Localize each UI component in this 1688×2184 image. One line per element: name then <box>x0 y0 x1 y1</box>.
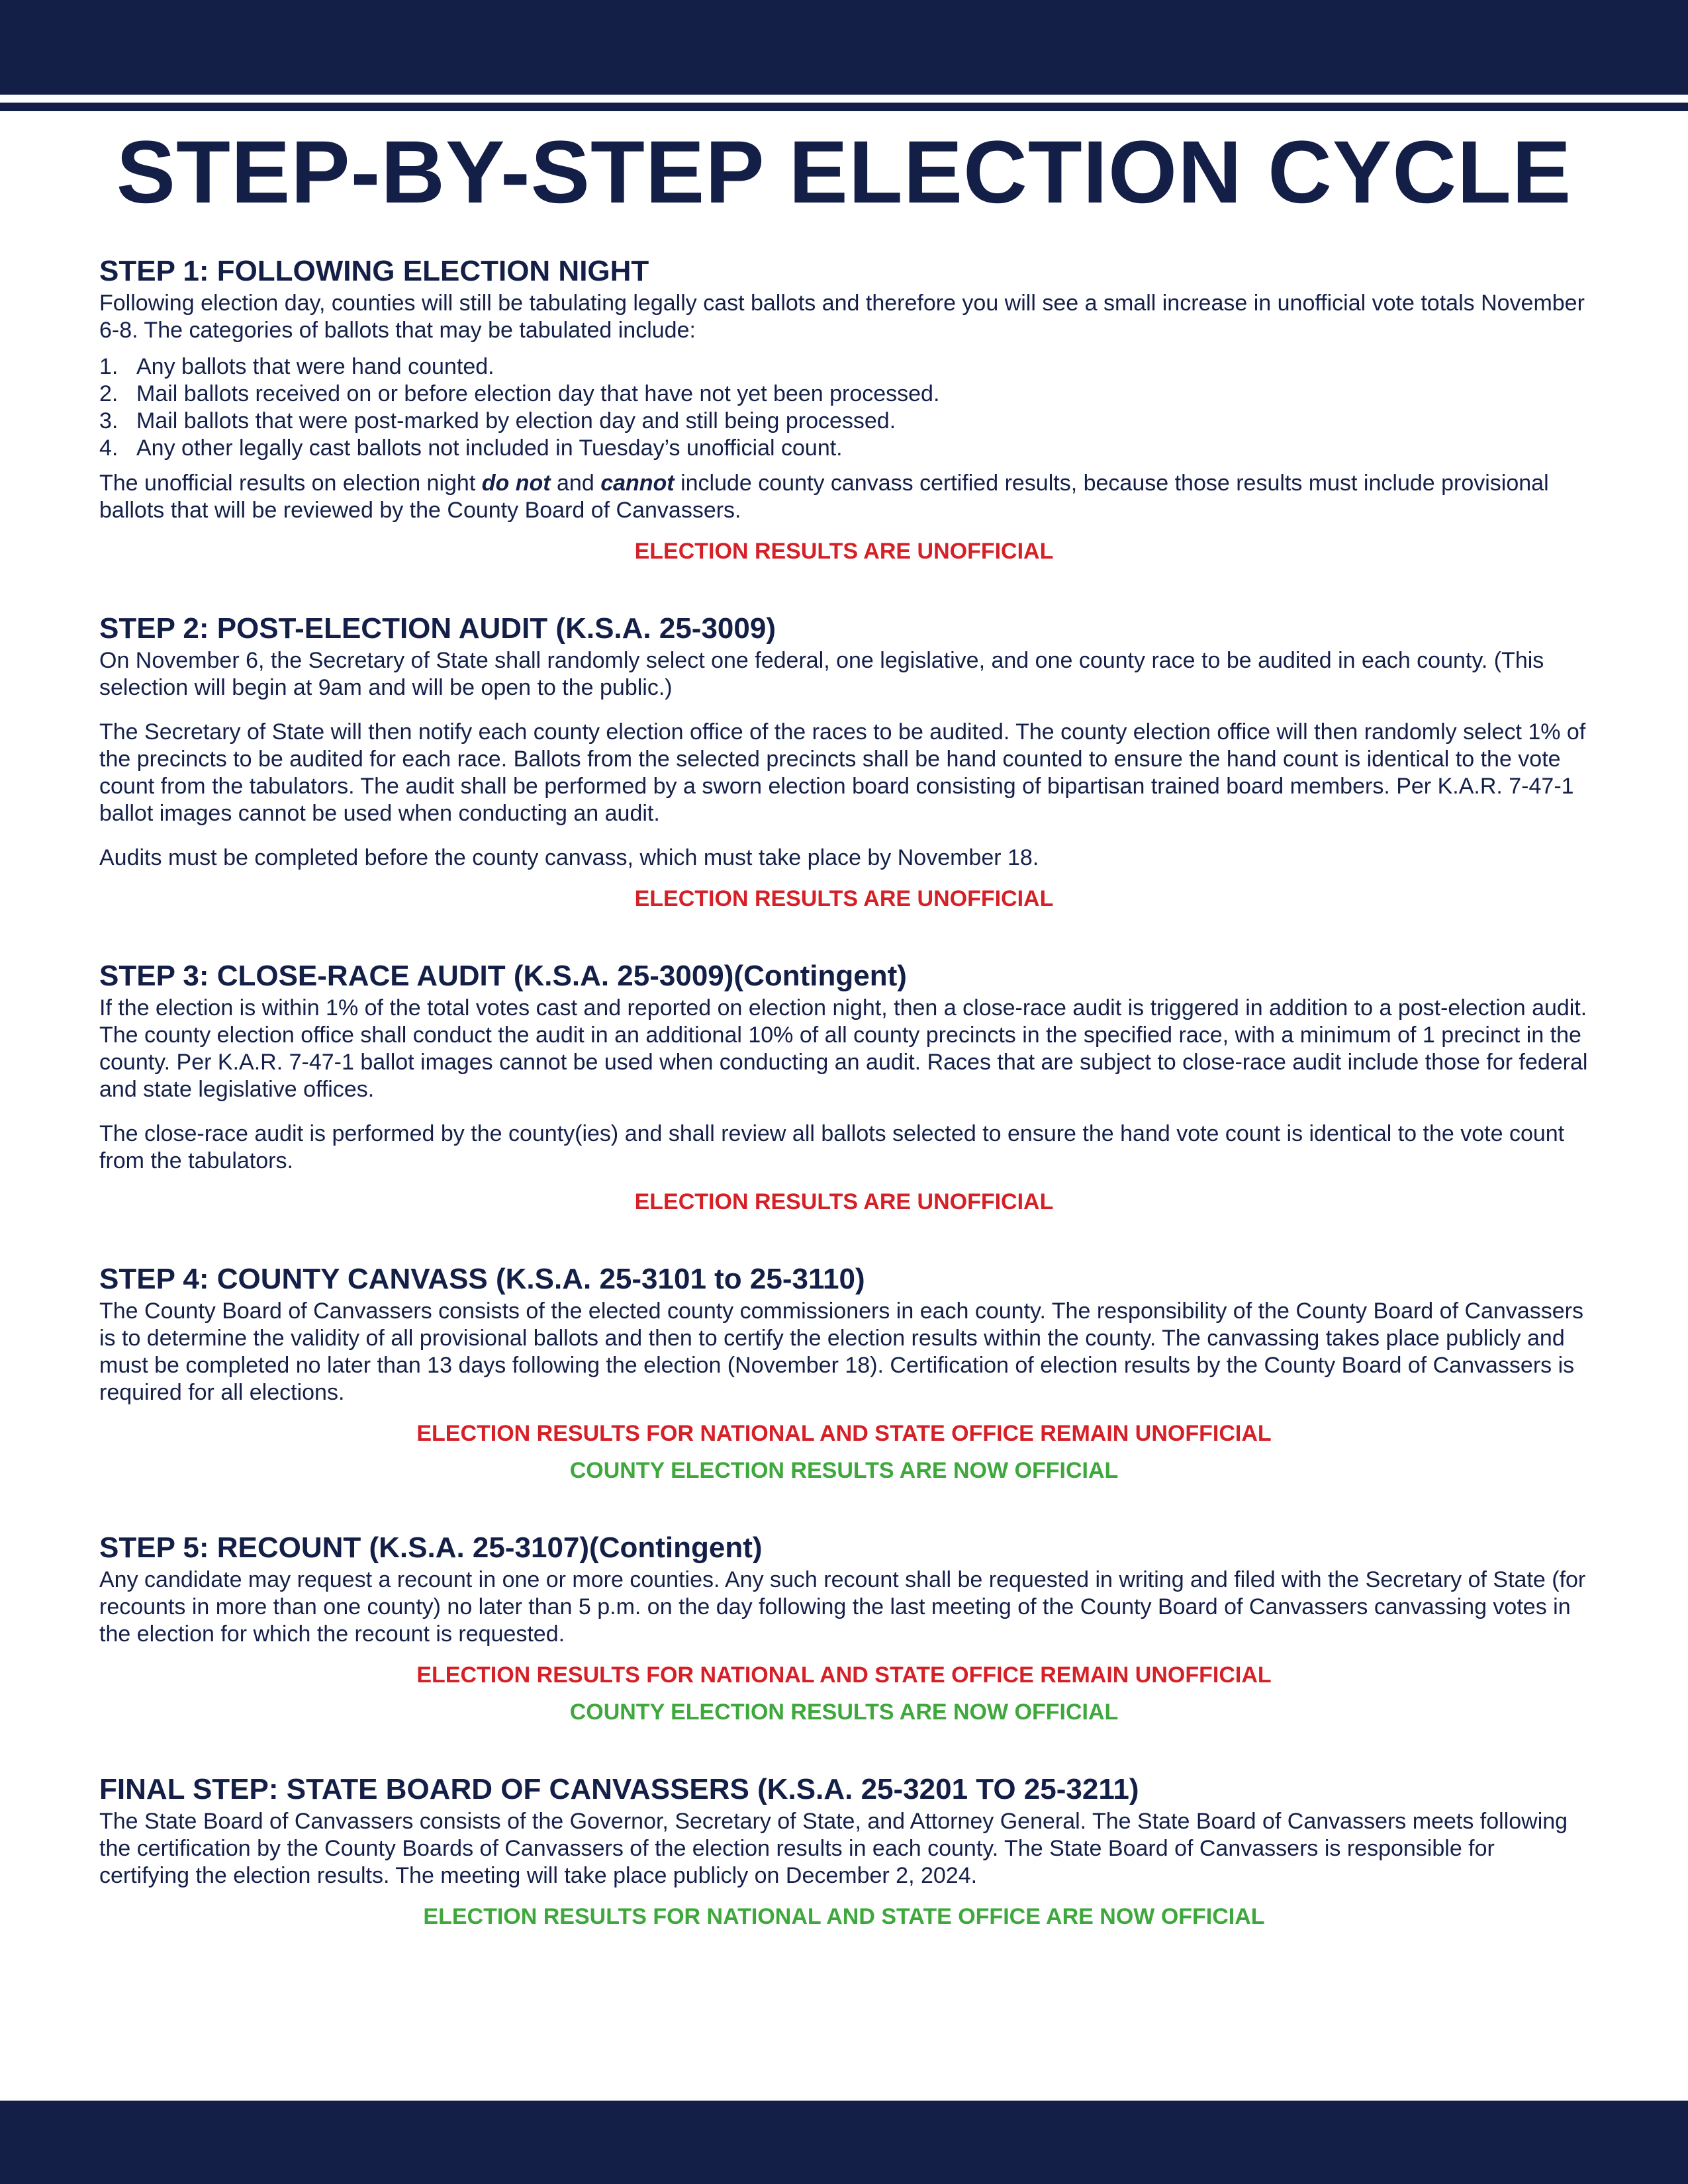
emphasis-do-not: do not <box>481 471 551 496</box>
list-item <box>99 435 1589 462</box>
step-1-paragraph-part: and <box>550 471 601 496</box>
list-item-number: 4. <box>99 435 118 461</box>
step-2-status: ELECTION RESULTS ARE UNOFFICIAL <box>634 886 1054 911</box>
emphasis-cannot: cannot <box>600 471 675 496</box>
step-2-paragraph-1: On November 6, the Secretary of State shall randomly select one federal, one legislative, and one county race to be audited in each county. (This selection will begin at 9am and will be open to the public.) <box>99 648 1544 700</box>
final-step-heading: FINAL STEP: STATE BOARD OF CANVASSERS (K.S.A. 25-3201 TO 25-3211) <box>99 1773 1139 1805</box>
step-2-paragraph-3: Audits must be completed before the county canvass, which must take place by November 18. <box>99 845 1039 870</box>
list-item-number: 2. <box>99 381 118 406</box>
footer-band <box>0 2101 1688 2184</box>
header-rule <box>0 103 1688 111</box>
step-3-paragraph-1: If the election is within 1% of the total votes cast and reported on election night, then a close-race audit is triggered in addition to a post-election audit. The county election office shall conduct the audit in an additional 10% of all county precincts in the specified race, with a minimum of 1 precinct in the county. Per K.A.R. 7-47-1 ballot images cannot be used when conducting an audit. Races that are subject to close-race audit include those for federal and state legislative offices. <box>99 995 1588 1102</box>
list-item-text: Any ballots that were hand counted. <box>136 354 494 379</box>
final-step-section <box>99 1772 1589 1931</box>
step-1-intro: Following election day, counties will still be tabulating legally cast ballots and therefore you will see a small increase in unofficial vote totals November 6-8. The categories of ballots that may be tabulated include: <box>99 291 1585 343</box>
step-4-status-unofficial: ELECTION RESULTS FOR NATIONAL AND STATE OFFICE REMAIN UNOFFICIAL <box>416 1421 1272 1446</box>
step-1-paragraph-part: include county canvass certified results, because those results must include provisional ballots that will be reviewed by the County Board of Canvassers. <box>99 471 1549 523</box>
step-5-status-unofficial: ELECTION RESULTS FOR NATIONAL AND STATE OFFICE REMAIN UNOFFICIAL <box>416 1662 1272 1688</box>
step-1-section <box>99 254 1589 565</box>
step-4-section <box>99 1262 1589 1484</box>
final-step-paragraph: The State Board of Canvassers consists of the Governor, Secretary of State, and Attorney General. The State Board of Canvassers meets following the certification by the County Boards of Canvassers of the election results in each county. The State Board of Canvassers is responsible for certifying the election results. The meeting will take place publicly on December 2, 2024. <box>99 1809 1568 1888</box>
list-item-text: Any other legally cast ballots not included in Tuesday’s unofficial count. <box>136 435 843 461</box>
step-1-heading: STEP 1: FOLLOWING ELECTION NIGHT <box>99 255 649 287</box>
final-step-status: ELECTION RESULTS FOR NATIONAL AND STATE OFFICE ARE NOW OFFICIAL <box>423 1904 1265 1929</box>
step-1-paragraph <box>99 470 1589 524</box>
list-item <box>99 353 1589 381</box>
step-2-paragraph-2: The Secretary of State will then notify each county election office of the races to be audited. The county election office will then randomly select 1% of the precincts to be audited for each race. Ballots from the selected precincts shall be hand counted to ensure the hand count is identical to the vote count from the tabulators. The audit shall be performed by a sworn election board consisting of bipartisan trained board members. Per K.A.R. 7-47-1 ballot images cannot be used when conducting an audit. <box>99 719 1586 826</box>
ballot-categories-list <box>99 353 1589 462</box>
step-3-section <box>99 959 1589 1216</box>
step-4-heading: STEP 4: COUNTY CANVASS (K.S.A. 25-3101 to 25-3110) <box>99 1263 865 1295</box>
document-body <box>99 254 1589 1931</box>
step-2-section <box>99 612 1589 913</box>
list-item-number: 1. <box>99 354 118 379</box>
list-item-number: 3. <box>99 408 118 433</box>
step-5-paragraph: Any candidate may request a recount in one or more counties. Any such recount shall be requested in writing and filed with the Secretary of State (for recounts in more than one county) no later than 5 p.m. on the day following the last meeting of the County Board of Canvassers canvassing votes in the election for which the recount is requested. <box>99 1567 1586 1647</box>
step-3-status: ELECTION RESULTS ARE UNOFFICIAL <box>634 1189 1054 1214</box>
step-5-section <box>99 1531 1589 1726</box>
page-title: STEP-BY-STEP ELECTION CYCLE <box>116 123 1572 222</box>
step-1-status: ELECTION RESULTS ARE UNOFFICIAL <box>634 539 1054 564</box>
step-5-heading: STEP 5: RECOUNT (K.S.A. 25-3107)(Contingent) <box>99 1531 763 1564</box>
list-item <box>99 381 1589 408</box>
list-item-text: Mail ballots received on or before election day that have not yet been processed. <box>136 381 940 406</box>
header-band <box>0 0 1688 95</box>
list-item-text: Mail ballots that were post-marked by election day and still being processed. <box>136 408 896 433</box>
step-4-status-official: COUNTY ELECTION RESULTS ARE NOW OFFICIAL <box>569 1458 1119 1483</box>
list-item <box>99 408 1589 435</box>
step-3-heading: STEP 3: CLOSE-RACE AUDIT (K.S.A. 25-3009)(Contingent) <box>99 960 907 992</box>
step-3-paragraph-2: The close-race audit is performed by the county(ies) and shall review all ballots selected to ensure the hand vote count is identical to the vote count from the tabulators. <box>99 1121 1565 1173</box>
step-2-heading: STEP 2: POST-ELECTION AUDIT (K.S.A. 25-3009) <box>99 612 776 645</box>
step-4-paragraph: The County Board of Canvassers consists of the elected county commissioners in each county. The responsibility of the County Board of Canvassers is to determine the validity of all provisional ballots and then to certify the election results within the county. The canvassing takes place publicly and must be completed no later than 13 days following the election (November 18). Certification of election results by the County Board of Canvassers is required for all elections. <box>99 1298 1583 1405</box>
step-1-paragraph-part: The unofficial results on election night <box>99 471 482 496</box>
step-5-status-official: COUNTY ELECTION RESULTS ARE NOW OFFICIAL <box>569 1700 1119 1725</box>
